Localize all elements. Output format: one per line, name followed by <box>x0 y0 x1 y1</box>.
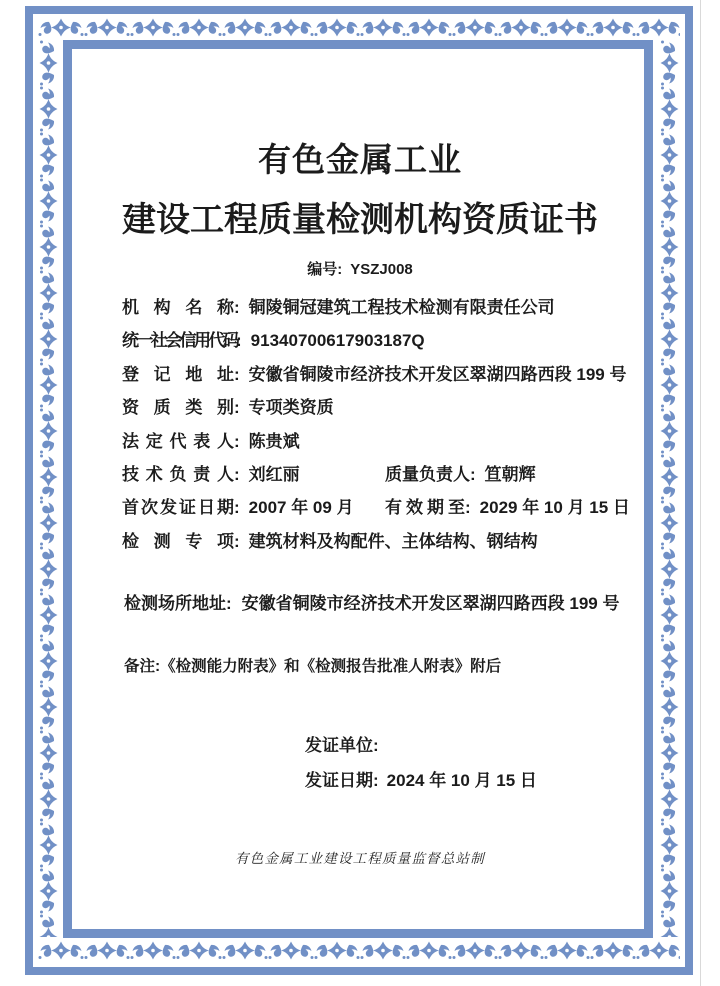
testing-site-address-line <box>124 589 619 614</box>
field-value: 91340700617903187Q <box>250 331 425 351</box>
field-label: 机构名称 <box>122 298 234 317</box>
field-value: 建筑材料及构配件、主体结构、钢结构 <box>248 531 538 551</box>
field-row-registered-address <box>122 358 660 391</box>
field-label: 有效期至 <box>385 498 465 518</box>
field-label: 检测场所地址 <box>124 594 226 613</box>
field-label: 发证日期 <box>305 771 373 790</box>
colon: : <box>234 398 240 418</box>
field-label: 检测专项 <box>122 531 234 551</box>
field-row-qualification-category <box>122 391 660 424</box>
colon: : <box>373 771 379 790</box>
certificate-title-industry: 有色金属工业 <box>258 141 462 178</box>
serial-label: 编号 <box>307 261 338 278</box>
serial-value: YSZJ008 <box>350 261 413 278</box>
colon: : <box>470 464 476 484</box>
field-row-credit-code <box>122 324 660 357</box>
colon: : <box>226 594 232 613</box>
field-value: 2029 年 10 月 15 日 <box>479 498 630 518</box>
field-label: 统一社会信用代码 <box>122 331 238 351</box>
field-label: 法定代表人 <box>122 431 234 451</box>
issuing-office-stamp-line: 有色金属工业建设工程质量监督总站制 <box>235 851 485 867</box>
field-value: 专项类资质 <box>248 398 334 418</box>
serial-number-line <box>0 258 720 279</box>
field-row-first-issue-date <box>122 491 660 524</box>
field-row-legal-representative <box>122 425 660 458</box>
border-ornament-top <box>38 16 680 39</box>
field-label: 发证单位 <box>305 736 373 755</box>
colon: : <box>234 298 240 317</box>
colon: : <box>234 531 240 551</box>
colon: : <box>234 498 240 518</box>
field-col2 <box>385 491 630 524</box>
field-value: 笪朝辉 <box>484 464 536 484</box>
field-row-testing-specialties <box>122 525 660 558</box>
field-row-technical-director <box>122 458 660 491</box>
field-label: 登记地址 <box>122 364 234 384</box>
field-value: 刘红丽 <box>248 464 300 484</box>
field-value: 陈贵斌 <box>248 431 300 451</box>
colon: : <box>234 364 240 384</box>
colon: : <box>236 331 242 351</box>
border-ornament-bottom <box>38 939 680 962</box>
field-value: 安徽省铜陵市经济技术开发区翠湖四路西段 199 号 <box>248 364 627 384</box>
field-label: 资质类别 <box>122 398 234 418</box>
colon: : <box>234 431 240 451</box>
field-row-org-name <box>122 291 660 324</box>
issue-date-line <box>305 766 537 791</box>
field-col2 <box>385 458 536 491</box>
field-value: 2024 年 10 月 15 日 <box>386 771 537 790</box>
field-list <box>122 291 660 558</box>
field-label: 技术负责人 <box>122 464 234 484</box>
colon: : <box>465 498 471 518</box>
field-value: 2007 年 09 月 <box>248 498 354 518</box>
colon: : <box>234 464 240 484</box>
colon: : <box>337 261 343 278</box>
issuing-authority-line <box>305 731 379 756</box>
colon: : <box>373 736 379 755</box>
field-value: 安徽省铜陵市经济技术开发区翠湖四路西段 199 号 <box>241 594 620 613</box>
field-label: 首次发证日期 <box>122 498 234 518</box>
field-label: 质量负责人 <box>385 464 470 484</box>
field-value: 铜陵铜冠建筑工程技术检测有限责任公司 <box>248 298 555 317</box>
remark-line: 备注:《检测能力附表》和《检测报告批准人附表》附后 <box>124 658 502 675</box>
certificate-title-main: 建设工程质量检测机构资质证书 <box>122 201 598 239</box>
